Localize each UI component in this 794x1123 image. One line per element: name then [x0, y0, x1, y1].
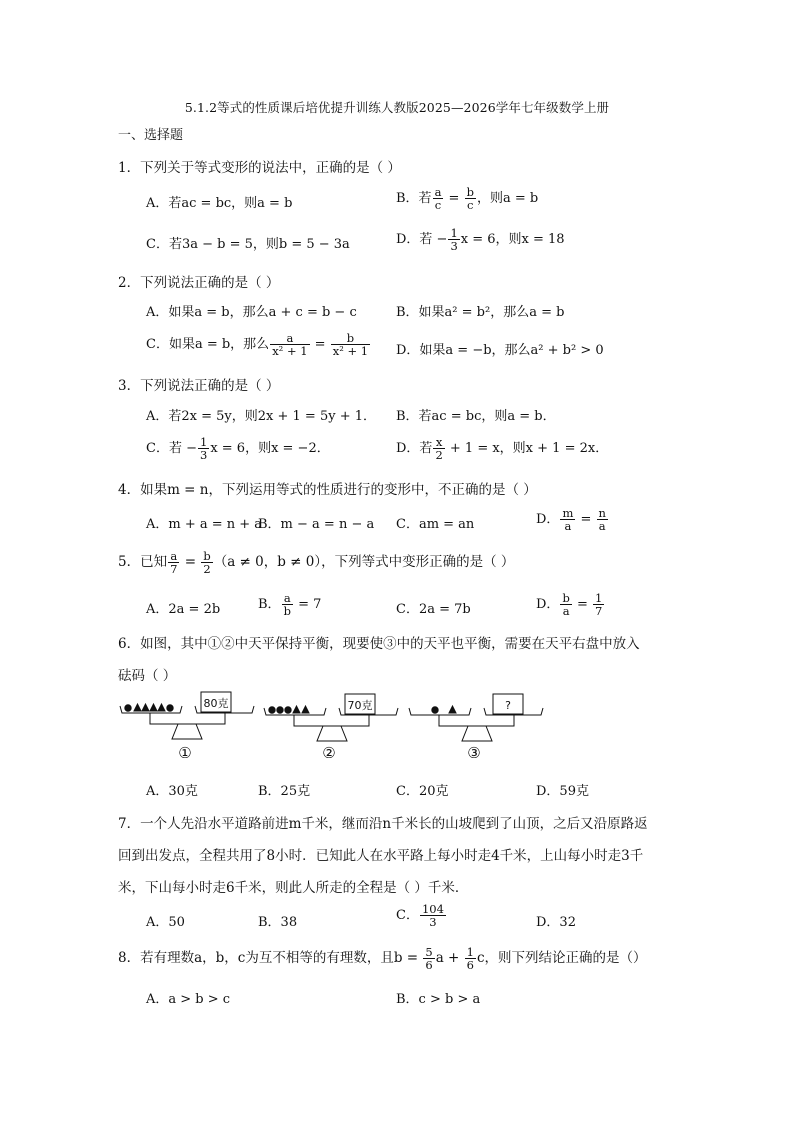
- q6-option-c: C．20克: [396, 784, 449, 799]
- q1-option-c: C．若3a − b = 5，则b = 5 − 3a: [146, 237, 350, 252]
- triangle-icon: [302, 706, 309, 713]
- ball-icon: [269, 707, 275, 713]
- q2-option-c: C．如果a = b，那么 $\frac{a}{\text{x² + 1}}$ = $\frac{b}{\text{x² + 1}}$: [146, 331, 369, 358]
- question-3-stem: 3．下列说法正确的是（ ）: [118, 378, 280, 394]
- ball-icon: [125, 705, 131, 711]
- weight-label-2: 70克: [347, 699, 373, 712]
- question-1-stem: 1．下列关于等式变形的说法中，正确的是（ ）: [118, 160, 401, 176]
- ball-icon: [285, 707, 291, 713]
- scale-label-1: ①: [178, 744, 192, 758]
- q6-option-d: D．59克: [536, 784, 589, 799]
- q3-option-c: C．若 − $\frac{1}{3}$ x = 6，则x = −2．: [146, 435, 330, 462]
- question-7-line-3: 米，下山每小时走6千米，则此人所走的全程是（ ）千米．: [118, 880, 469, 896]
- q1-option-a: A．若ac = bc，则a = b: [146, 196, 293, 211]
- scale-label-2: ②: [322, 744, 336, 758]
- question-6-line-1: 6．如图，其中①②中天平保持平衡，现要使③中的天平也平衡，需要在天平右盘中放入: [118, 636, 640, 652]
- q5-option-d: D． $\frac{b}{a}$ = $\frac{1}{7}$: [536, 591, 603, 618]
- question-2-stem: 2．下列说法正确的是（ ）: [118, 275, 280, 291]
- triangle-icon: [293, 706, 300, 713]
- q4-option-c: C．am = an: [396, 517, 475, 532]
- triangle-icon: [134, 704, 141, 711]
- ball-icon: [167, 705, 173, 711]
- q2-option-a: A．如果a = b，那么a + c = b − c: [146, 305, 357, 320]
- balance-scales-figure: [112, 686, 552, 758]
- q6-option-a: A．30克: [146, 784, 198, 799]
- question-8-stem: 8．若有理数a，b，c为互不相等的有理数，且b = $\frac{5}{6}$ a + $\frac{1}{6}$ c，则下列结论正确的是（）: [118, 945, 647, 972]
- ball-icon: [277, 707, 283, 713]
- balance-scale-2: [264, 694, 398, 741]
- q5-option-a: A．2a = 2b: [146, 602, 221, 617]
- q4-option-d: D． $\frac{m}{a}$ = $\frac{n}{a}$: [536, 506, 606, 533]
- q2-option-d: D．如果a = −b，那么a² + b² > 0: [396, 343, 604, 358]
- question-6-line-2: 砝码（ ）: [118, 668, 177, 684]
- balance-scale-1: [120, 692, 254, 739]
- q3-option-a: A．若2x = 5y，则2x + 1 = 5y + 1．: [146, 409, 376, 424]
- ball-icon: [432, 707, 438, 713]
- q8-option-a: A．a > b > c: [146, 992, 231, 1007]
- q4-option-b: B．m − a = n − a: [258, 517, 375, 532]
- weight-label-1: 80克: [203, 697, 229, 710]
- q2-option-b: B．如果a² = b²，那么a = b: [396, 305, 565, 320]
- scale-label-3: ③: [467, 744, 481, 758]
- q7-option-d: D．32: [536, 915, 576, 930]
- q4-option-a: A．m + a = n + a: [146, 517, 263, 532]
- triangle-icon: [142, 704, 149, 711]
- question-4-stem: 4．如果m = n，下列运用等式的性质进行的变形中，不正确的是（ ）: [118, 482, 537, 498]
- section-heading: 一、选择题: [118, 128, 184, 143]
- q1-option-d: D．若 − $\frac{1}{3}$ x = 6，则x = 18: [396, 226, 565, 253]
- balance-scale-3: [409, 694, 543, 741]
- q7-option-c: C． $\frac{104}{3}$: [396, 902, 444, 929]
- weight-label-3: ?: [505, 699, 511, 712]
- q6-option-b: B．25克: [258, 784, 311, 799]
- q5-option-c: C．2a = 7b: [396, 602, 471, 617]
- question-7-line-1: 7．一个人先沿水平道路前进m千米，继而沿n千米长的山坡爬到了山顶，之后又沿原路返: [118, 816, 648, 832]
- q3-option-d: D．若 $\frac{x}{2}$ + 1 = x，则x + 1 = 2x．: [396, 435, 609, 462]
- question-5-stem: 5．已知 $\frac{a}{7}$ = $\frac{b}{2}$ （a ≠ 0，b ≠ 0），下列等式中变形正确的是（ ）: [118, 549, 515, 576]
- q7-option-b: B．38: [258, 915, 298, 930]
- triangle-icon: [449, 706, 456, 713]
- q1-option-b: B．若 $\frac{a}{c}$ = $\frac{b}{c}$ ，则a = b: [396, 185, 539, 212]
- q8-option-b: B．c > b > a: [396, 992, 481, 1007]
- triangle-icon: [158, 704, 165, 711]
- document-title: 5.1.2等式的性质课后培优提升训练人教版2025—2026学年七年级数学上册: [184, 100, 610, 115]
- triangle-icon: [150, 704, 157, 711]
- q7-option-a: A．50: [146, 915, 185, 930]
- q3-option-b: B．若ac = bc，则a = b．: [396, 409, 556, 424]
- question-7-line-2: 回到出发点，全程共用了8小时．已知此人在水平路上每小时走4千米，上山每小时走3千: [118, 848, 644, 864]
- q5-option-b: B． $\frac{a}{b}$ = 7: [258, 591, 322, 618]
